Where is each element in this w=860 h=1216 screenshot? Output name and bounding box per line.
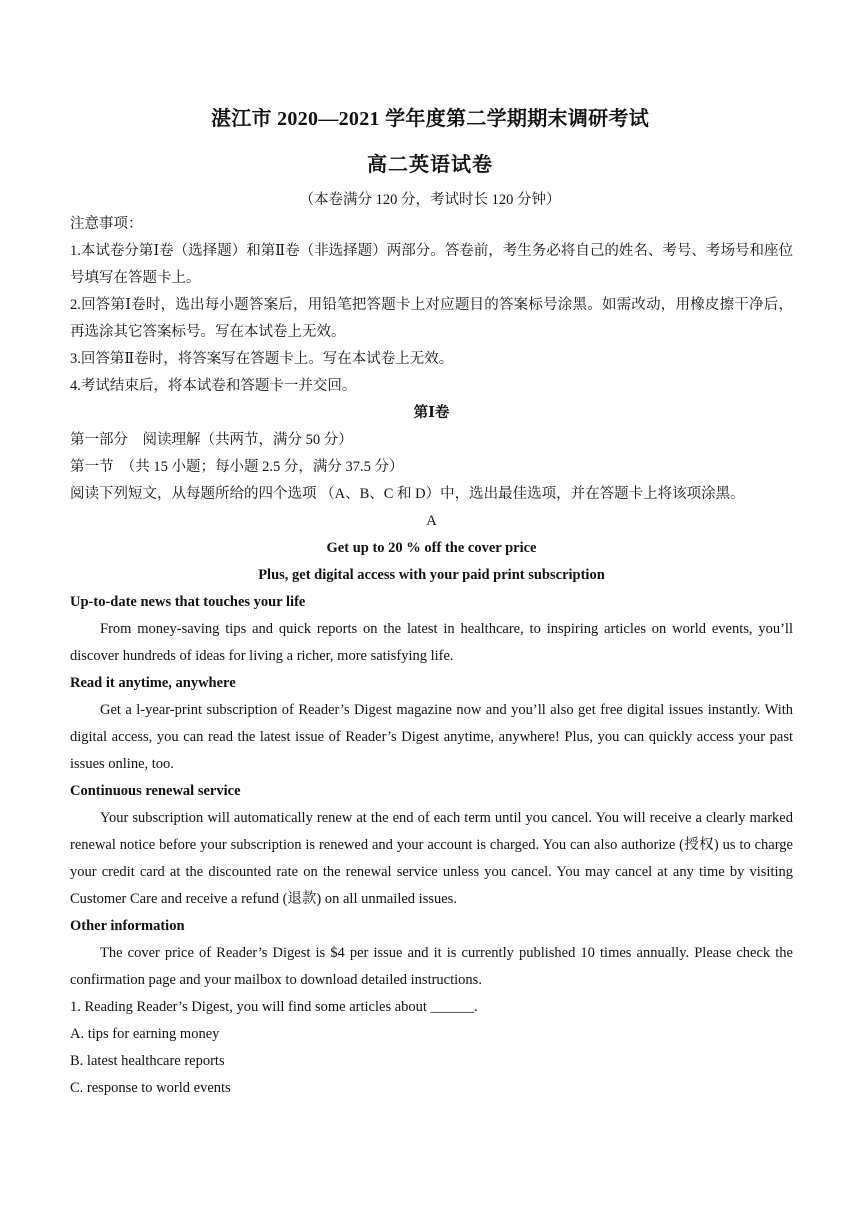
instruction-item-1: 1.本试卷分第Ⅰ卷（选择题）和第Ⅱ卷（非选择题）两部分。答卷前，考生务必将自己的姓名、考号、考场号和座位号填写在答题卡上。 <box>70 243 793 286</box>
exam-subtitle: 高二英语试卷 <box>367 154 493 176</box>
volume-heading: 第Ⅰ卷 <box>413 405 450 421</box>
passage-headline-1: Get up to 20 % off the cover price <box>326 540 537 556</box>
section-1-text: From money-saving tips and quick reports on the latest in healthcare, to inspiring articles on world events, you’ll discover hundreds of ideas for living a richer, more satisfying life. <box>70 621 793 664</box>
question-stem: 1. Reading Reader’s Digest, you will find some articles about ______. <box>70 999 478 1015</box>
passage-headline-2: Plus, get digital access with your paid print subscription <box>258 567 605 583</box>
section-4-heading: Other information <box>70 918 185 934</box>
section-4-text: The cover price of Reader’s Digest is $4 per issue and it is currently published 10 times annually. Please check the confirmation page and your mailbox to download detailed instructions. <box>70 945 793 988</box>
instruction-item-3: 3.回答第Ⅱ卷时，将答案写在答题卡上。写在本试卷上无效。 <box>70 351 454 367</box>
question-option-b: B. latest healthcare reports <box>70 1053 225 1069</box>
instructions-heading: 注意事项： <box>70 216 143 232</box>
section-2-heading: Read it anytime, anywhere <box>70 675 236 691</box>
exam-body <box>70 211 793 1102</box>
instruction-item-2: 2.回答第Ⅰ卷时，选出每小题答案后，用铅笔把答题卡上对应题目的答案标号涂黑。如需改动，用橡皮擦干净后，再选涂其它答案标号。写在本试卷上无效。 <box>70 297 793 340</box>
section-2-text: Get a l-year-print subscription of Reader’s Digest magazine now and you’ll also get free digital issues instantly. With digital access, you can read the latest issue of Reader’s Digest anytime, anywhere! Plus, you can quickly access your past issues online, too. <box>70 702 793 772</box>
section-1-heading: Up-to-date news that touches your life <box>70 594 306 610</box>
exam-title: 湛江市 2020—2021 学年度第二学期期末调研考试 <box>210 108 650 130</box>
exam-note: （本卷满分 120 分，考试时长 120 分钟） <box>299 192 561 208</box>
section-heading: 第一节 （共 15 小题；每小题 2.5 分，满分 37.5 分） <box>70 459 404 475</box>
question-option-a: A. tips for earning money <box>70 1026 220 1042</box>
instruction-item-4: 4.考试结束后，将本试卷和答题卡一并交回。 <box>70 378 357 394</box>
directions: 阅读下列短文，从每题所给的四个选项 （A、B、C 和 D）中，选出最佳选项，并在答题卡上将该项涂黑。 <box>70 486 745 502</box>
part-heading: 第一部分 阅读理解（共两节，满分 50 分） <box>70 432 353 448</box>
question-option-c: C. response to world events <box>70 1080 231 1096</box>
section-3-heading: Continuous renewal service <box>70 783 241 799</box>
section-3-text: Your subscription will automatically renew at the end of each term until you cancel. You will receive a clearly marked renewal notice before your subscription is renewed and your account is charged. You can also authorize (授权) us to charge your credit card at the discounted rate on the renewal service unless you cancel. You may cancel at any time by visiting Customer Care and receive a refund (退款) on all unmailed issues. <box>70 810 793 907</box>
passage-letter: A <box>426 513 437 529</box>
